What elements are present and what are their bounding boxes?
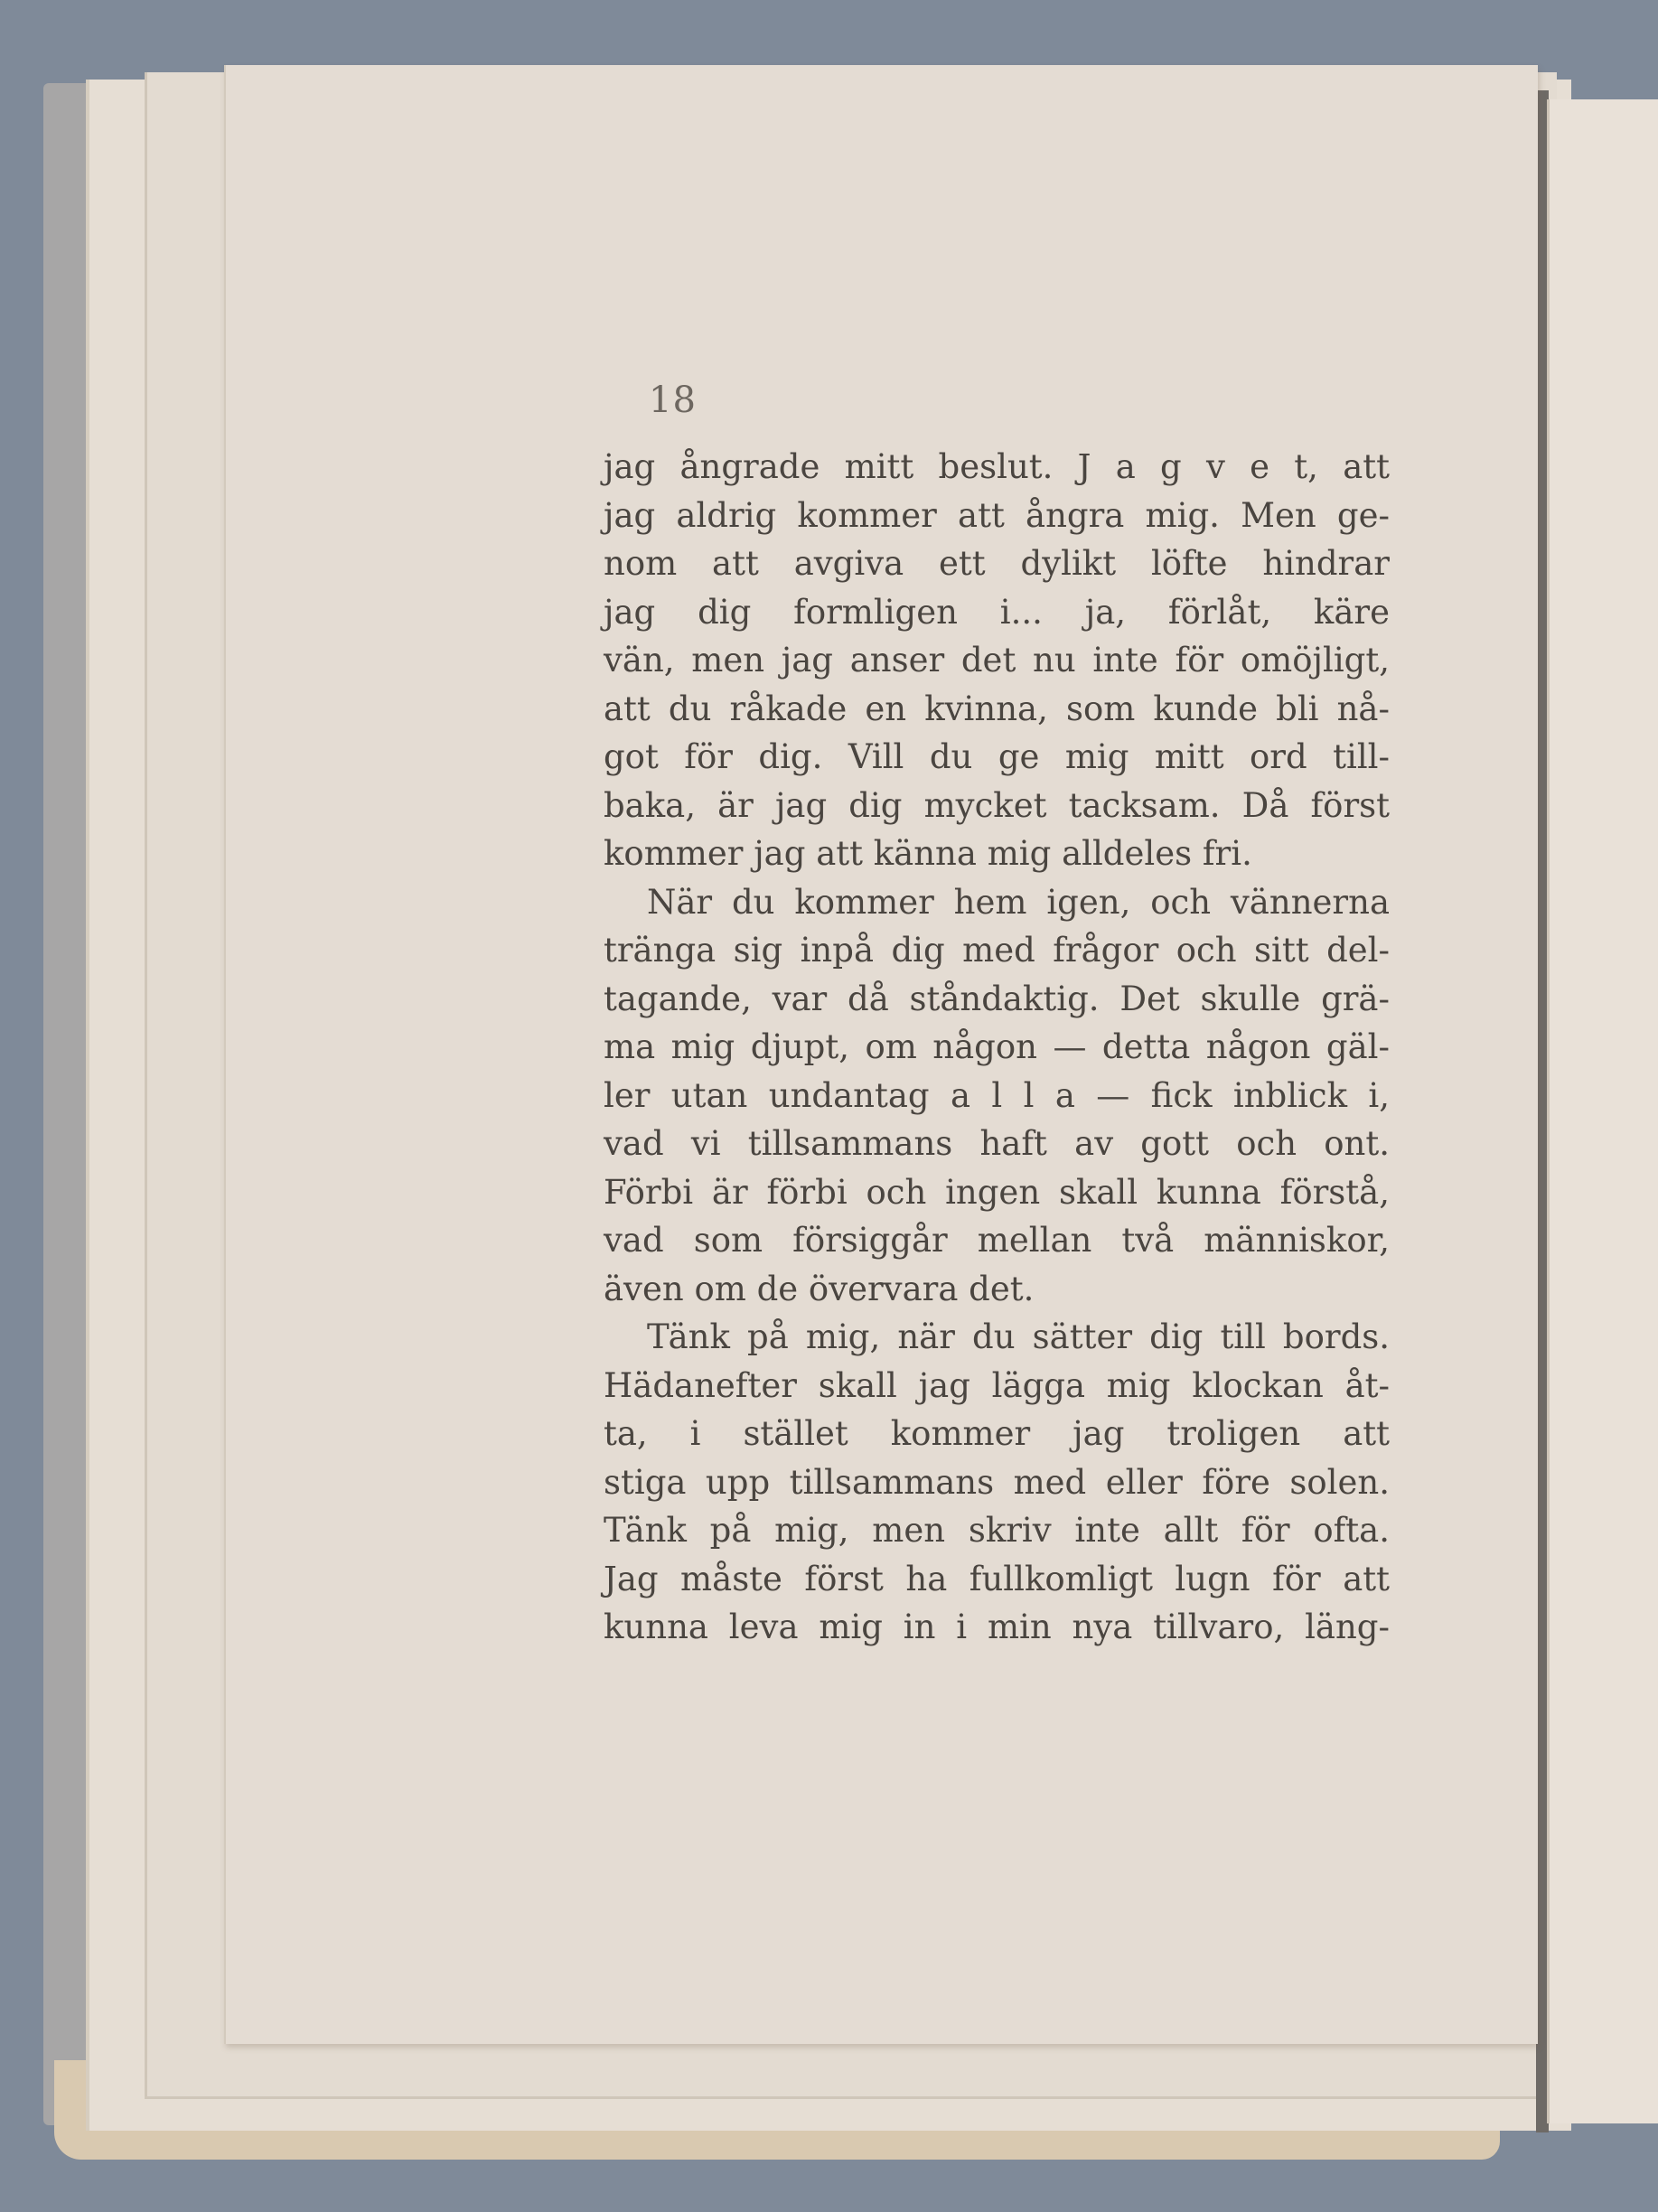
- text-line: Hädanefter skall jag lägga mig klockan åt-: [604, 1365, 1390, 1405]
- text-line: tagande, var då ståndaktig. Det skulle grä-: [604, 979, 1390, 1018]
- text-line: Förbi är förbi och ingen skall kunna förstå,: [604, 1172, 1390, 1212]
- text-line: tränga sig inpå dig med frågor och sitt del-: [604, 931, 1390, 970]
- text-line: ta, i stället kommer jag troligen att: [604, 1414, 1390, 1453]
- text-line: När du kommer hem igen, och vännerna: [647, 882, 1390, 922]
- page-number: 18: [649, 380, 697, 421]
- text-line: ma mig djupt, om någon — detta någon gäl-: [604, 1027, 1390, 1066]
- text-line: vad vi tillsammans haft av gott och ont.: [604, 1124, 1390, 1163]
- text-line: kunna leva mig in i min nya tillvaro, läng-: [604, 1607, 1390, 1646]
- text-line: kommer jag att känna mig alldeles fri.: [604, 834, 1252, 873]
- text-line: baka, är jag dig mycket tacksam. Då först: [604, 785, 1390, 825]
- text-line: Jag måste först ha fullkomligt lugn för att: [604, 1559, 1390, 1598]
- text-line: jag dig formligen i... ja, förlåt, käre: [604, 592, 1390, 632]
- text-line: jag ångrade mitt beslut. J a g v e t, att: [604, 447, 1390, 486]
- text-line: nom att avgiva ett dylikt löfte hindrar: [604, 544, 1390, 583]
- text-line: stiga upp tillsammans med eller före solen.: [604, 1462, 1390, 1502]
- text-line: Tänk på mig, men skriv inte allt för ofta.: [604, 1511, 1390, 1550]
- text-line: vad som försiggår mellan två människor,: [604, 1221, 1390, 1260]
- text-line: Tänk på mig, när du sätter dig till bords.: [647, 1317, 1390, 1356]
- page-text: [604, 443, 1390, 1652]
- text-line: att du råkade en kvinna, som kunde bli nå-: [604, 689, 1390, 728]
- facing-page: [1547, 99, 1658, 2123]
- text-line: ler utan undantag a l l a — fick inblick i,: [604, 1075, 1390, 1115]
- text-line: även om de övervara det.: [604, 1269, 1035, 1308]
- text-line: vän, men jag anser det nu inte för omöjligt,: [604, 641, 1390, 680]
- text-line: jag aldrig kommer att ångra mig. Men ge-: [604, 495, 1390, 535]
- text-line: got för dig. Vill du ge mig mitt ord till-: [604, 737, 1390, 776]
